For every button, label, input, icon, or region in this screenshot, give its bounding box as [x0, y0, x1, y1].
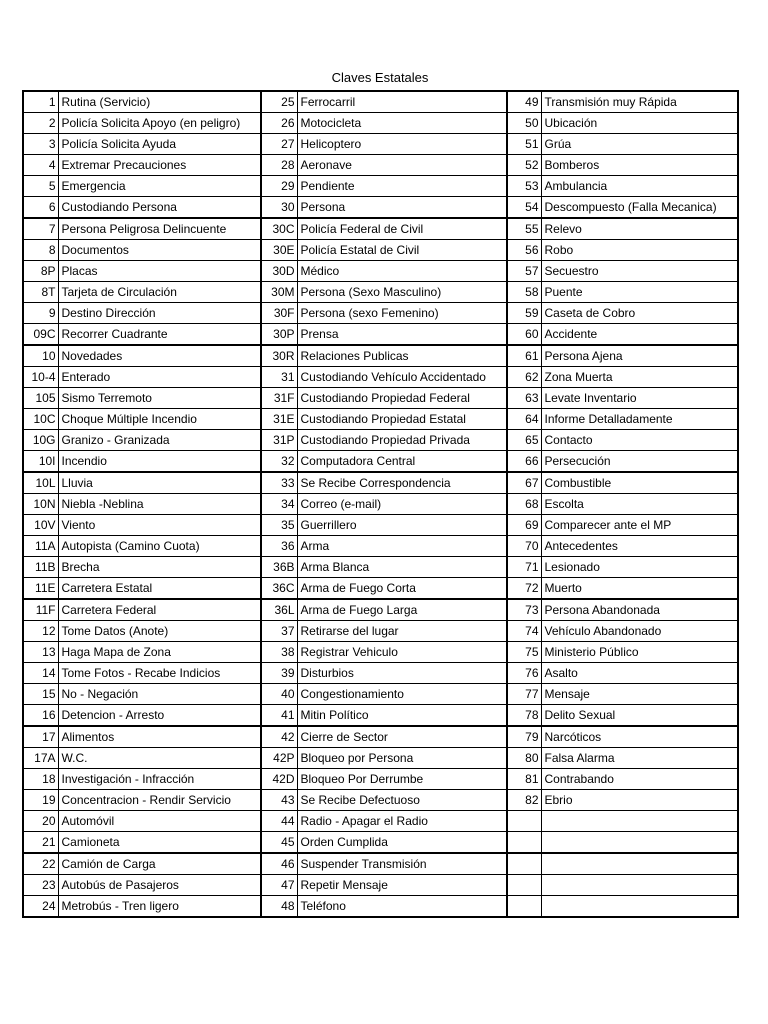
code-cell: 21 [23, 832, 58, 854]
description-cell: Persona Abandonada [541, 599, 738, 621]
code-cell: 53 [507, 176, 541, 197]
description-cell: Concentracion - Rendir Servicio [58, 790, 261, 811]
description-cell: Se Recibe Correspondencia [297, 472, 507, 494]
table-row [23, 748, 738, 769]
description-cell: Descompuesto (Falla Mecanica) [541, 197, 738, 219]
description-cell: Levate Inventario [541, 388, 738, 409]
code-cell: 11A [23, 536, 58, 557]
table-row [23, 663, 738, 684]
description-cell: Metrobús - Tren ligero [58, 896, 261, 918]
code-cell: 32 [261, 451, 297, 473]
table-row [23, 557, 738, 578]
description-cell: Motocicleta [297, 113, 507, 134]
table-row [23, 176, 738, 197]
codes-table-body [23, 91, 738, 917]
table-row [23, 832, 738, 854]
code-cell: 58 [507, 282, 541, 303]
code-cell: 18 [23, 769, 58, 790]
code-cell [507, 896, 541, 918]
code-cell: 80 [507, 748, 541, 769]
description-cell: Bloqueo por Persona [297, 748, 507, 769]
table-row [23, 282, 738, 303]
code-cell: 6 [23, 197, 58, 219]
description-cell: Arma de Fuego Larga [297, 599, 507, 621]
code-cell [507, 832, 541, 854]
code-cell: 42P [261, 748, 297, 769]
code-cell: 43 [261, 790, 297, 811]
code-cell: 26 [261, 113, 297, 134]
code-cell: 31E [261, 409, 297, 430]
description-cell: Investigación - Infracción [58, 769, 261, 790]
description-cell: No - Negación [58, 684, 261, 705]
description-cell: Repetir Mensaje [297, 875, 507, 896]
code-cell: 57 [507, 261, 541, 282]
description-cell: Arma Blanca [297, 557, 507, 578]
description-cell: Custodiando Propiedad Privada [297, 430, 507, 451]
description-cell: Aeronave [297, 155, 507, 176]
code-cell: 34 [261, 494, 297, 515]
description-cell: Falsa Alarma [541, 748, 738, 769]
code-cell: 30D [261, 261, 297, 282]
description-cell: Radio - Apagar el Radio [297, 811, 507, 832]
table-row [23, 451, 738, 473]
code-cell: 73 [507, 599, 541, 621]
table-row [23, 197, 738, 219]
description-cell: Persona [297, 197, 507, 219]
description-cell [541, 811, 738, 832]
description-cell: Carretera Federal [58, 599, 261, 621]
code-cell: 10N [23, 494, 58, 515]
description-cell: Lluvia [58, 472, 261, 494]
code-cell: 36B [261, 557, 297, 578]
description-cell: Muerto [541, 578, 738, 600]
code-cell: 30E [261, 240, 297, 261]
description-cell: Correo (e-mail) [297, 494, 507, 515]
code-cell: 27 [261, 134, 297, 155]
code-cell: 31F [261, 388, 297, 409]
code-cell: 51 [507, 134, 541, 155]
description-cell: Relevo [541, 218, 738, 240]
code-cell: 36C [261, 578, 297, 600]
description-cell: Custodiando Propiedad Federal [297, 388, 507, 409]
code-cell: 10-4 [23, 367, 58, 388]
description-cell: Granizo - Granizada [58, 430, 261, 451]
description-cell: Custodiando Vehículo Accidentado [297, 367, 507, 388]
code-cell: 61 [507, 345, 541, 367]
code-cell: 56 [507, 240, 541, 261]
code-cell: 29 [261, 176, 297, 197]
description-cell: Bloqueo Por Derrumbe [297, 769, 507, 790]
description-cell: Policía Solicita Ayuda [58, 134, 261, 155]
table-row [23, 134, 738, 155]
code-cell: 76 [507, 663, 541, 684]
table-row [23, 811, 738, 832]
table-row [23, 705, 738, 727]
code-cell: 9 [23, 303, 58, 324]
table-row [23, 875, 738, 896]
code-cell: 8 [23, 240, 58, 261]
description-cell: Se Recibe Defectuoso [297, 790, 507, 811]
table-row [23, 642, 738, 663]
code-cell: 17 [23, 726, 58, 748]
description-cell: Grúa [541, 134, 738, 155]
description-cell: Alimentos [58, 726, 261, 748]
description-cell: Rutina (Servicio) [58, 91, 261, 113]
description-cell: Viento [58, 515, 261, 536]
code-cell: 38 [261, 642, 297, 663]
code-cell: 31 [261, 367, 297, 388]
description-cell: Sismo Terremoto [58, 388, 261, 409]
code-cell: 30C [261, 218, 297, 240]
code-cell: 66 [507, 451, 541, 473]
code-cell [507, 853, 541, 875]
description-cell: Policía Solicita Apoyo (en peligro) [58, 113, 261, 134]
description-cell: Custodiando Persona [58, 197, 261, 219]
code-cell: 44 [261, 811, 297, 832]
description-cell: Brecha [58, 557, 261, 578]
code-cell: 3 [23, 134, 58, 155]
code-cell: 10V [23, 515, 58, 536]
description-cell: Choque Múltiple Incendio [58, 409, 261, 430]
description-cell: Secuestro [541, 261, 738, 282]
code-cell: 25 [261, 91, 297, 113]
description-cell: Incendio [58, 451, 261, 473]
description-cell: Arma de Fuego Corta [297, 578, 507, 600]
code-cell: 54 [507, 197, 541, 219]
description-cell: Puente [541, 282, 738, 303]
code-cell: 37 [261, 621, 297, 642]
code-cell: 62 [507, 367, 541, 388]
code-cell: 23 [23, 875, 58, 896]
description-cell: Automóvil [58, 811, 261, 832]
table-row [23, 261, 738, 282]
code-cell: 41 [261, 705, 297, 727]
code-cell: 7 [23, 218, 58, 240]
code-cell: 39 [261, 663, 297, 684]
description-cell: Tome Datos (Anote) [58, 621, 261, 642]
table-row [23, 896, 738, 918]
description-cell [541, 896, 738, 918]
code-cell: 42D [261, 769, 297, 790]
code-cell: 8T [23, 282, 58, 303]
description-cell: Médico [297, 261, 507, 282]
code-cell: 35 [261, 515, 297, 536]
description-cell: Escolta [541, 494, 738, 515]
code-cell: 59 [507, 303, 541, 324]
table-row [23, 726, 738, 748]
code-cell: 46 [261, 853, 297, 875]
table-row [23, 430, 738, 451]
description-cell: W.C. [58, 748, 261, 769]
code-cell: 64 [507, 409, 541, 430]
description-cell: Documentos [58, 240, 261, 261]
description-cell: Antecedentes [541, 536, 738, 557]
description-cell: Narcóticos [541, 726, 738, 748]
code-cell: 33 [261, 472, 297, 494]
code-cell: 15 [23, 684, 58, 705]
description-cell: Registrar Vehiculo [297, 642, 507, 663]
code-cell: 30F [261, 303, 297, 324]
code-cell: 10G [23, 430, 58, 451]
description-cell: Delito Sexual [541, 705, 738, 727]
description-cell: Camión de Carga [58, 853, 261, 875]
description-cell: Computadora Central [297, 451, 507, 473]
description-cell: Haga Mapa de Zona [58, 642, 261, 663]
code-cell: 10L [23, 472, 58, 494]
code-cell: 55 [507, 218, 541, 240]
code-cell: 69 [507, 515, 541, 536]
code-cell: 09C [23, 324, 58, 346]
description-cell: Orden Cumplida [297, 832, 507, 854]
description-cell: Teléfono [297, 896, 507, 918]
code-cell: 65 [507, 430, 541, 451]
code-cell: 5 [23, 176, 58, 197]
description-cell: Persona Ajena [541, 345, 738, 367]
description-cell: Robo [541, 240, 738, 261]
code-cell: 13 [23, 642, 58, 663]
code-cell: 81 [507, 769, 541, 790]
description-cell: Guerrillero [297, 515, 507, 536]
description-cell [541, 853, 738, 875]
code-cell: 10 [23, 345, 58, 367]
code-cell: 105 [23, 388, 58, 409]
code-cell: 11B [23, 557, 58, 578]
code-cell: 31P [261, 430, 297, 451]
code-cell: 82 [507, 790, 541, 811]
description-cell: Comparecer ante el MP [541, 515, 738, 536]
description-cell: Enterado [58, 367, 261, 388]
description-cell: Autobús de Pasajeros [58, 875, 261, 896]
description-cell: Pendiente [297, 176, 507, 197]
description-cell: Combustible [541, 472, 738, 494]
code-cell: 11F [23, 599, 58, 621]
description-cell: Detencion - Arresto [58, 705, 261, 727]
description-cell: Lesionado [541, 557, 738, 578]
table-row [23, 113, 738, 134]
code-cell: 70 [507, 536, 541, 557]
codes-table [22, 90, 739, 918]
table-row [23, 367, 738, 388]
description-cell: Carretera Estatal [58, 578, 261, 600]
code-cell: 45 [261, 832, 297, 854]
description-cell: Recorrer Cuadrante [58, 324, 261, 346]
code-cell: 1 [23, 91, 58, 113]
code-cell: 63 [507, 388, 541, 409]
description-cell: Ministerio Público [541, 642, 738, 663]
description-cell: Placas [58, 261, 261, 282]
table-row [23, 790, 738, 811]
code-cell: 75 [507, 642, 541, 663]
code-cell: 79 [507, 726, 541, 748]
description-cell: Policía Federal de Civil [297, 218, 507, 240]
code-cell: 47 [261, 875, 297, 896]
description-cell: Informe Detalladamente [541, 409, 738, 430]
code-cell: 28 [261, 155, 297, 176]
code-cell: 60 [507, 324, 541, 346]
code-cell: 10C [23, 409, 58, 430]
description-cell: Mitin Político [297, 705, 507, 727]
code-cell: 40 [261, 684, 297, 705]
table-row [23, 91, 738, 113]
code-cell: 52 [507, 155, 541, 176]
code-cell: 10I [23, 451, 58, 473]
table-row [23, 494, 738, 515]
page-title: Claves Estatales [331, 70, 429, 85]
table-row [23, 409, 738, 430]
code-cell: 11E [23, 578, 58, 600]
code-cell: 48 [261, 896, 297, 918]
table-row [23, 155, 738, 176]
code-cell: 67 [507, 472, 541, 494]
description-cell: Persecución [541, 451, 738, 473]
description-cell: Emergencia [58, 176, 261, 197]
description-cell: Asalto [541, 663, 738, 684]
description-cell: Extremar Precauciones [58, 155, 261, 176]
description-cell: Persona (Sexo Masculino) [297, 282, 507, 303]
description-cell: Transmisión muy Rápida [541, 91, 738, 113]
description-cell: Ubicación [541, 113, 738, 134]
description-cell: Retirarse del lugar [297, 621, 507, 642]
code-cell: 24 [23, 896, 58, 918]
description-cell: Destino Dirección [58, 303, 261, 324]
code-cell [507, 811, 541, 832]
code-cell: 8P [23, 261, 58, 282]
description-cell: Arma [297, 536, 507, 557]
description-cell: Suspender Transmisión [297, 853, 507, 875]
code-cell: 36L [261, 599, 297, 621]
description-cell: Contacto [541, 430, 738, 451]
description-cell: Zona Muerta [541, 367, 738, 388]
description-cell: Novedades [58, 345, 261, 367]
table-row [23, 853, 738, 875]
description-cell: Camioneta [58, 832, 261, 854]
description-cell: Persona Peligrosa Delincuente [58, 218, 261, 240]
table-row [23, 240, 738, 261]
description-cell: Autopista (Camino Cuota) [58, 536, 261, 557]
code-cell: 16 [23, 705, 58, 727]
code-cell: 17A [23, 748, 58, 769]
description-cell: Contrabando [541, 769, 738, 790]
table-row [23, 388, 738, 409]
description-cell: Niebla -Neblina [58, 494, 261, 515]
table-row [23, 621, 738, 642]
code-cell [507, 875, 541, 896]
code-cell: 4 [23, 155, 58, 176]
code-cell: 30R [261, 345, 297, 367]
table-row [23, 345, 738, 367]
code-cell: 2 [23, 113, 58, 134]
description-cell: Helicoptero [297, 134, 507, 155]
code-cell: 77 [507, 684, 541, 705]
code-cell: 49 [507, 91, 541, 113]
description-cell: Accidente [541, 324, 738, 346]
code-cell: 30P [261, 324, 297, 346]
description-cell: Persona (sexo Femenino) [297, 303, 507, 324]
description-cell: Ambulancia [541, 176, 738, 197]
description-cell: Custodiando Propiedad Estatal [297, 409, 507, 430]
description-cell: Mensaje [541, 684, 738, 705]
description-cell: Caseta de Cobro [541, 303, 738, 324]
description-cell: Relaciones Publicas [297, 345, 507, 367]
code-cell: 20 [23, 811, 58, 832]
code-cell: 71 [507, 557, 541, 578]
code-cell: 78 [507, 705, 541, 727]
code-cell: 19 [23, 790, 58, 811]
description-cell: Ebrio [541, 790, 738, 811]
table-row [23, 684, 738, 705]
code-cell: 50 [507, 113, 541, 134]
description-cell: Prensa [297, 324, 507, 346]
description-cell [541, 832, 738, 854]
description-cell: Policía Estatal de Civil [297, 240, 507, 261]
table-row [23, 599, 738, 621]
table-row [23, 536, 738, 557]
table-row [23, 218, 738, 240]
code-cell: 12 [23, 621, 58, 642]
description-cell: Disturbios [297, 663, 507, 684]
code-cell: 30 [261, 197, 297, 219]
description-cell: Tome Fotos - Recabe Indicios [58, 663, 261, 684]
code-cell: 22 [23, 853, 58, 875]
table-row [23, 303, 738, 324]
code-cell: 68 [507, 494, 541, 515]
table-row [23, 769, 738, 790]
code-cell: 74 [507, 621, 541, 642]
code-cell: 14 [23, 663, 58, 684]
code-cell: 72 [507, 578, 541, 600]
description-cell: Ferrocarril [297, 91, 507, 113]
description-cell: Tarjeta de Circulación [58, 282, 261, 303]
description-cell: Cierre de Sector [297, 726, 507, 748]
description-cell: Bomberos [541, 155, 738, 176]
table-row [23, 472, 738, 494]
description-cell: Vehículo Abandonado [541, 621, 738, 642]
table-row [23, 578, 738, 600]
code-cell: 30M [261, 282, 297, 303]
table-row [23, 515, 738, 536]
code-cell: 42 [261, 726, 297, 748]
description-cell: Congestionamiento [297, 684, 507, 705]
table-row [23, 324, 738, 346]
description-cell [541, 875, 738, 896]
code-cell: 36 [261, 536, 297, 557]
